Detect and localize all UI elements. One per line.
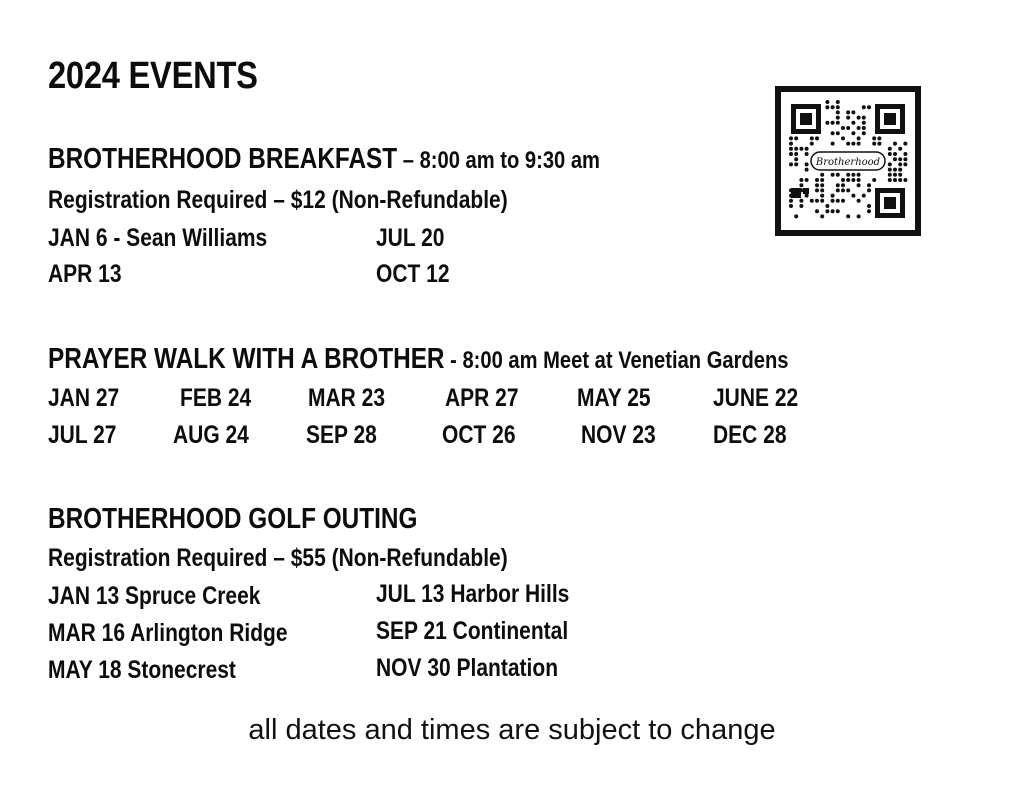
qr-module <box>805 178 809 182</box>
qr-module <box>846 178 850 182</box>
qr-module <box>794 152 798 156</box>
qr-module <box>893 157 897 161</box>
qr-module <box>857 126 861 130</box>
qr-module <box>794 194 798 198</box>
qr-module <box>799 178 803 182</box>
breakfast-date: APR 13 <box>48 260 122 288</box>
qr-module <box>825 209 829 213</box>
qr-module <box>794 188 798 192</box>
qr-module <box>857 178 861 182</box>
qr-module <box>893 152 897 156</box>
qr-module <box>789 162 793 166</box>
breakfast-time: – 8:00 am to 9:30 am <box>397 147 600 174</box>
prayer-walk-date: AUG 24 <box>173 421 249 449</box>
qr-module <box>846 142 850 146</box>
qr-module <box>789 147 793 151</box>
qr-module <box>820 194 824 198</box>
qr-module <box>836 199 840 203</box>
qr-module <box>815 183 819 187</box>
qr-module <box>872 136 876 140</box>
qr-module <box>805 168 809 172</box>
qr-module <box>805 147 809 151</box>
qr-module <box>799 199 803 203</box>
qr-module <box>831 194 835 198</box>
breakfast-date: JUL 20 <box>376 224 445 252</box>
qr-module <box>825 121 829 125</box>
golf-date: SEP 21 Continental <box>376 617 569 645</box>
qr-module <box>810 199 814 203</box>
prayer-walk-date: DEC 28 <box>713 421 787 449</box>
qr-module <box>836 100 840 104</box>
qr-module <box>820 173 824 177</box>
qr-module <box>805 162 809 166</box>
qr-module <box>799 183 803 187</box>
qr-module <box>794 157 798 161</box>
qr-module <box>851 173 855 177</box>
qr-module <box>898 147 902 151</box>
qr-module <box>903 152 907 156</box>
qr-module <box>888 173 892 177</box>
qr-module <box>857 116 861 120</box>
qr-module <box>867 204 871 208</box>
qr-module <box>857 183 861 187</box>
qr-module <box>862 126 866 130</box>
qr-module <box>867 183 871 187</box>
qr-module <box>836 110 840 114</box>
qr-module <box>794 214 798 218</box>
qr-module <box>836 188 840 192</box>
qr-module <box>857 214 861 218</box>
qr-module <box>851 121 855 125</box>
qr-module <box>789 136 793 140</box>
qr-module <box>867 188 871 192</box>
qr-module <box>851 110 855 114</box>
qr-module <box>851 194 855 198</box>
qr-module <box>846 214 850 218</box>
prayer-walk-date: SEP 28 <box>306 421 377 449</box>
qr-module <box>831 121 835 125</box>
qr-module <box>888 152 892 156</box>
qr-module <box>841 178 845 182</box>
qr-module <box>903 142 907 146</box>
qr-module <box>831 173 835 177</box>
qr-module <box>794 162 798 166</box>
qr-module <box>836 105 840 109</box>
qr-module <box>862 105 866 109</box>
qr-module <box>867 105 871 109</box>
qr-module <box>877 136 881 140</box>
qr-module <box>888 178 892 182</box>
qr-module <box>872 142 876 146</box>
qr-module <box>898 162 902 166</box>
qr-module <box>799 147 803 151</box>
qr-module <box>831 131 835 135</box>
qr-module <box>857 173 861 177</box>
qr-module <box>789 188 793 192</box>
qr-module <box>789 142 793 146</box>
breakfast-date: OCT 12 <box>376 260 450 288</box>
qr-module <box>898 173 902 177</box>
qr-module <box>831 209 835 213</box>
qr-module <box>794 136 798 140</box>
qr-logo-text: Brotherhood <box>815 157 881 168</box>
prayer-walk-date: OCT 26 <box>442 421 516 449</box>
prayer-walk-date: MAY 25 <box>577 384 651 412</box>
disclaimer: all dates and times are subject to change <box>248 714 776 746</box>
qr-module <box>831 105 835 109</box>
prayer-walk-date: APR 27 <box>445 384 519 412</box>
qr-module <box>789 204 793 208</box>
qr-module <box>903 178 907 182</box>
qr-module <box>841 126 845 130</box>
qr-module <box>888 147 892 151</box>
qr-module <box>789 194 793 198</box>
qr-module <box>846 173 850 177</box>
qr-module <box>799 188 803 192</box>
prayer-walk-heading <box>48 343 789 376</box>
qr-module <box>815 136 819 140</box>
qr-module <box>831 142 835 146</box>
qr-module <box>841 199 845 203</box>
qr-module <box>862 194 866 198</box>
qr-module <box>820 214 824 218</box>
prayer-walk-detail: - 8:00 am Meet at Venetian Gardens <box>444 347 789 374</box>
qr-module <box>836 209 840 213</box>
prayer-walk-date: MAR 23 <box>308 384 386 412</box>
qr-module <box>898 157 902 161</box>
qr-module <box>831 199 835 203</box>
qr-module <box>872 178 876 182</box>
qr-module <box>836 121 840 125</box>
qr-module <box>857 136 861 140</box>
qr-module <box>857 199 861 203</box>
prayer-walk-date: FEB 24 <box>180 384 252 412</box>
qr-module <box>893 142 897 146</box>
qr-module <box>862 121 866 125</box>
qr-module <box>805 152 809 156</box>
qr-module <box>893 178 897 182</box>
qr-module <box>815 188 819 192</box>
qr-module <box>794 147 798 151</box>
qr-module <box>815 178 819 182</box>
qr-module <box>815 199 819 203</box>
qr-module <box>862 131 866 135</box>
prayer-walk-date: JUNE 22 <box>713 384 799 412</box>
qr-module <box>825 204 829 208</box>
qr-module <box>903 157 907 161</box>
prayer-walk-date: NOV 23 <box>581 421 656 449</box>
qr-module <box>857 142 861 146</box>
qr-module <box>841 188 845 192</box>
qr-module <box>820 188 824 192</box>
golf-date: MAY 18 Stonecrest <box>48 656 236 684</box>
qr-module <box>799 204 803 208</box>
qr-module <box>789 199 793 203</box>
qr-module <box>893 173 897 177</box>
qr-module <box>836 183 840 187</box>
qr-module <box>903 162 907 166</box>
page-title: 2024 EVENTS <box>48 55 258 97</box>
qr-module <box>846 116 850 120</box>
qr-module <box>867 209 871 213</box>
qr-module <box>820 178 824 182</box>
qr-module <box>851 178 855 182</box>
qr-module <box>836 116 840 120</box>
prayer-walk-date: JAN 27 <box>48 384 120 412</box>
qr-module <box>815 209 819 213</box>
qr-module <box>789 152 793 156</box>
qr-module <box>846 110 850 114</box>
prayer-walk-date: JUL 27 <box>48 421 117 449</box>
qr-module <box>841 183 845 187</box>
qr-module <box>851 131 855 135</box>
qr-module <box>825 100 829 104</box>
golf-date: JUL 13 Harbor Hills <box>376 580 570 608</box>
golf-date: JAN 13 Spruce Creek <box>48 582 261 610</box>
qr-module <box>888 168 892 172</box>
qr-module <box>836 131 840 135</box>
qr-module <box>820 199 824 203</box>
golf-date: NOV 30 Plantation <box>376 654 559 682</box>
breakfast-date: JAN 6 - Sean Williams <box>48 224 268 252</box>
qr-module <box>877 142 881 146</box>
qr-module <box>810 142 814 146</box>
qr-module <box>846 126 850 130</box>
breakfast-heading <box>48 143 600 176</box>
qr-module <box>846 188 850 192</box>
qr-module <box>898 168 902 172</box>
qr-module <box>841 136 845 140</box>
golf-date: MAR 16 Arlington Ridge <box>48 619 288 647</box>
breakfast-name: BROTHERHOOD BREAKFAST <box>48 143 398 175</box>
qr-module <box>851 142 855 146</box>
golf-heading: BROTHERHOOD GOLF OUTING <box>48 503 418 535</box>
qr-module <box>888 162 892 166</box>
qr-module <box>898 178 902 182</box>
qr-module <box>820 183 824 187</box>
qr-module <box>862 116 866 120</box>
qr-module <box>893 168 897 172</box>
golf-registration: Registration Required – $55 (Non-Refundable) <box>48 544 508 572</box>
qr-module <box>810 136 814 140</box>
breakfast-registration: Registration Required – $12 (Non-Refundable) <box>48 186 508 214</box>
qr-module <box>805 194 809 198</box>
prayer-walk-name: PRAYER WALK WITH A BROTHER <box>48 343 445 375</box>
qr-module <box>825 105 829 109</box>
qr-code-icon[interactable] <box>775 86 921 236</box>
qr-module <box>836 173 840 177</box>
